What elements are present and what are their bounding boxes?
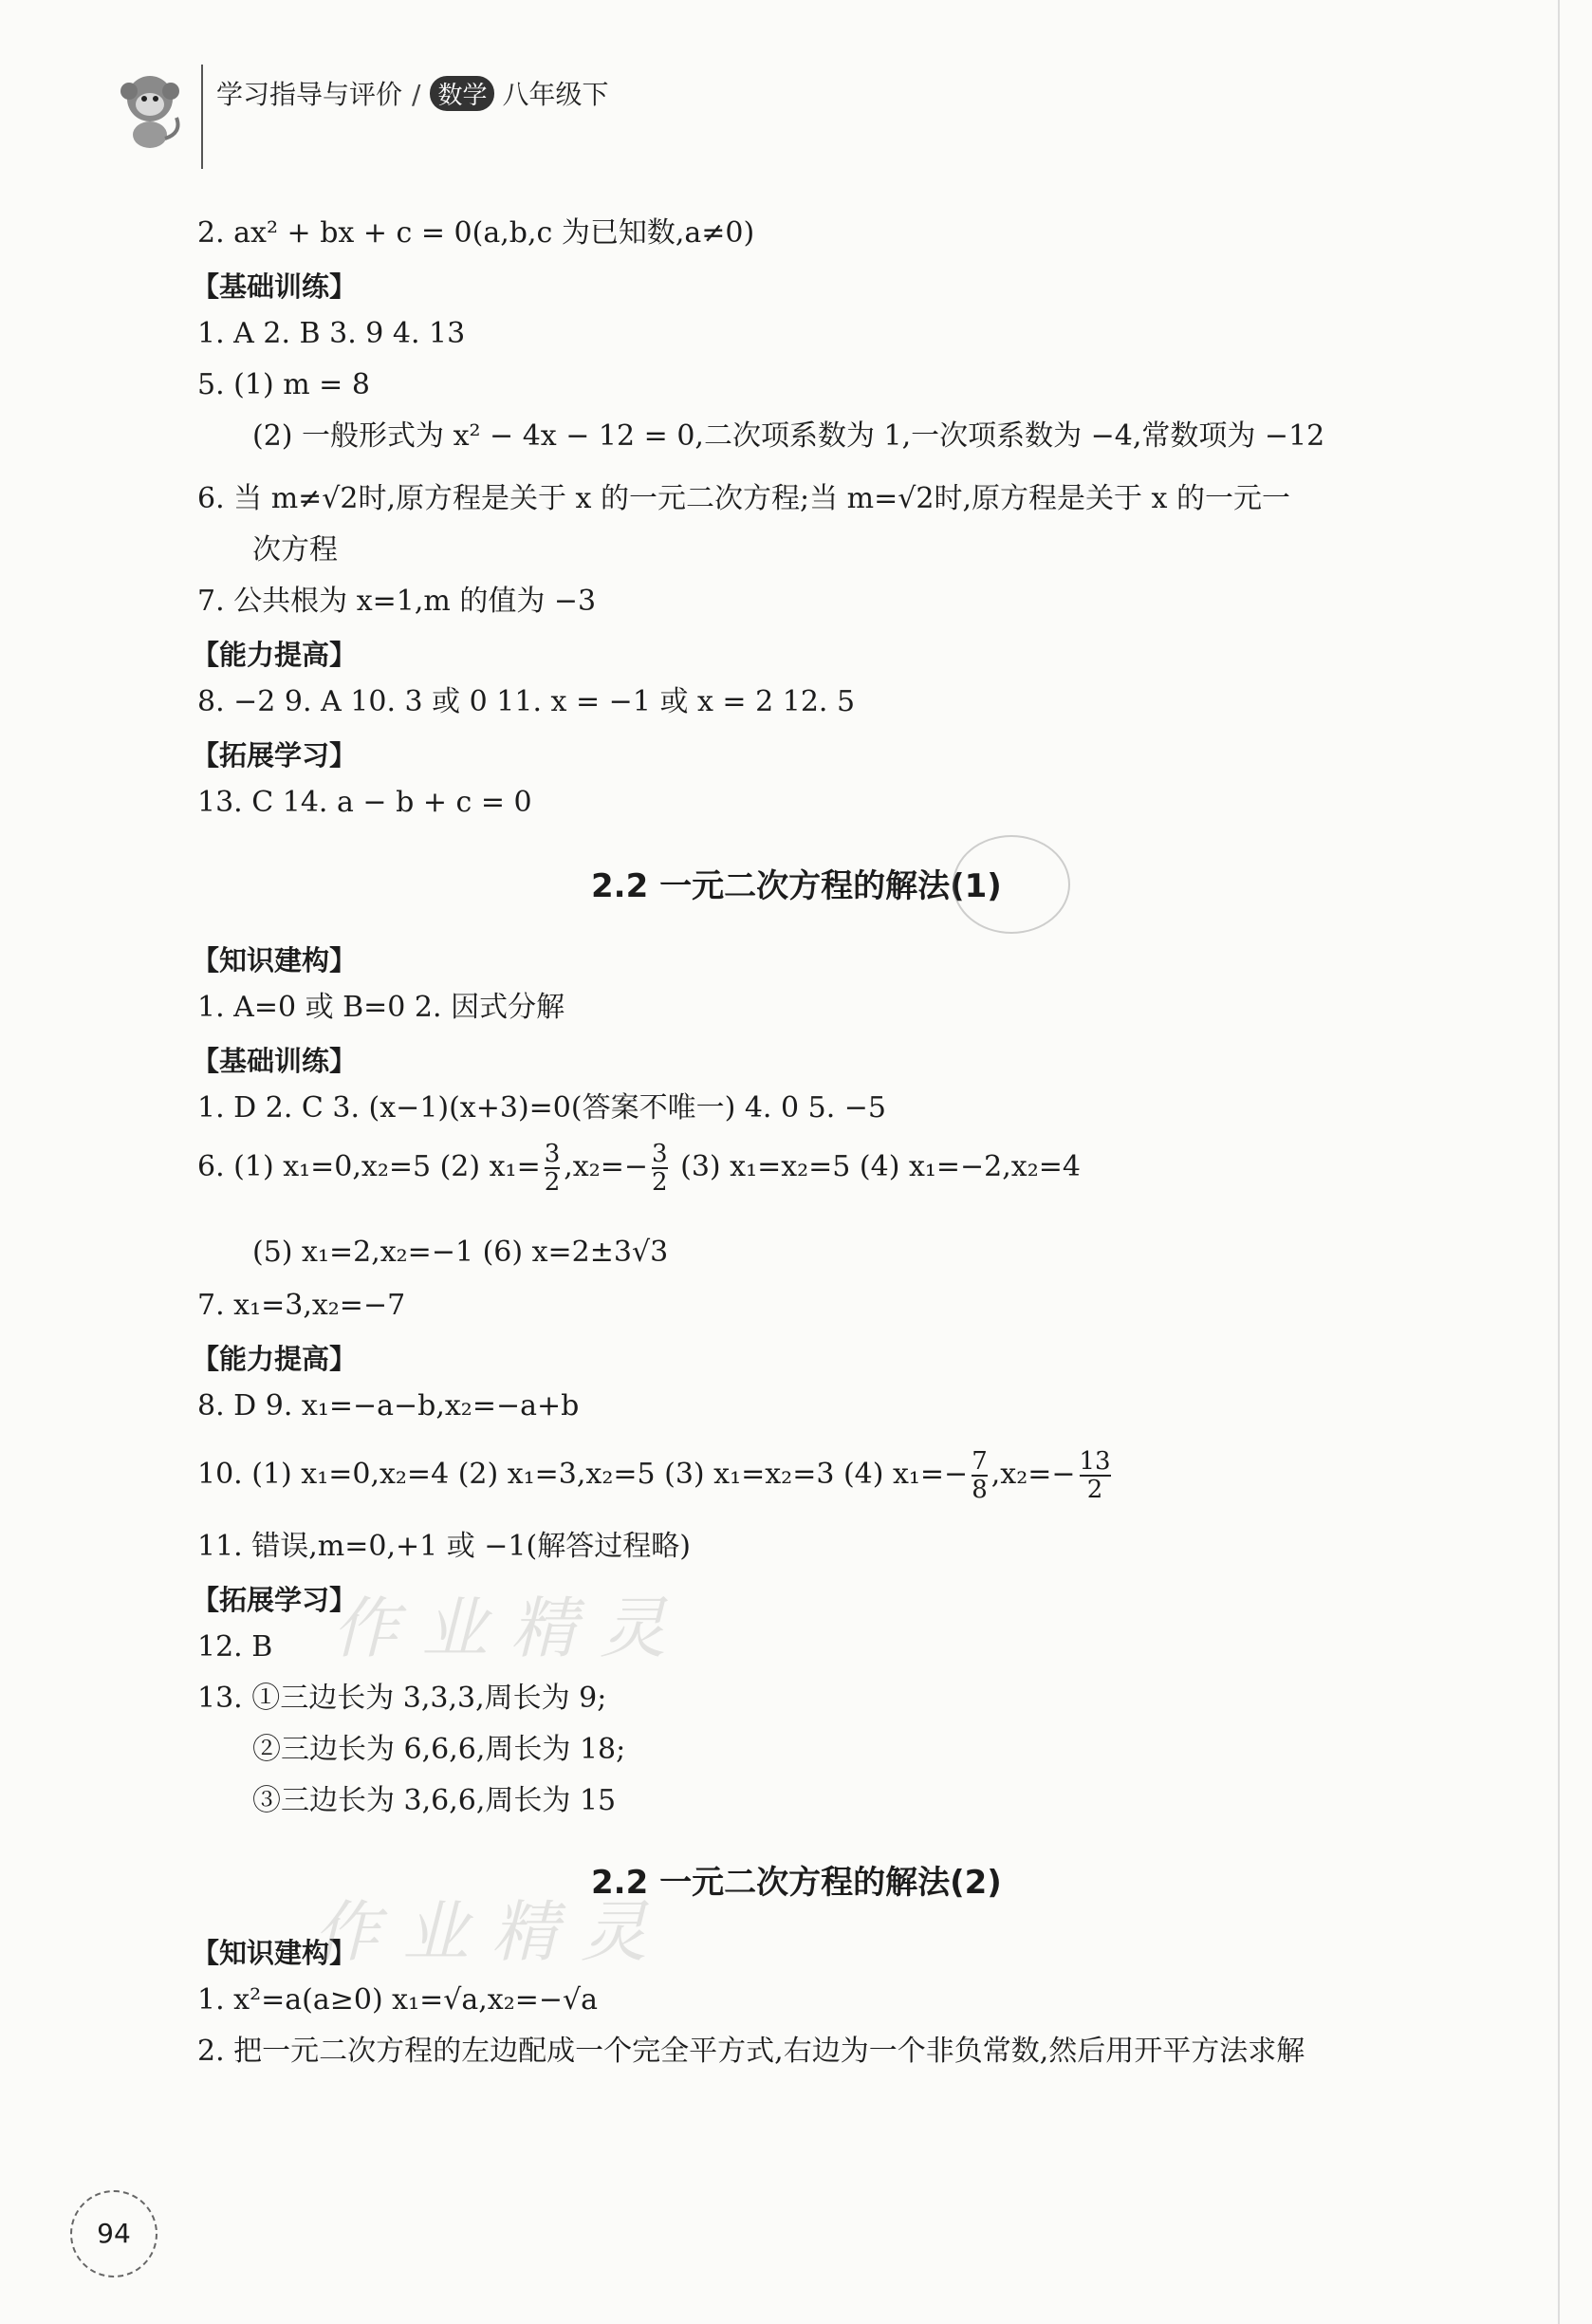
fraction	[545, 1141, 561, 1196]
answer-line: 12. B	[197, 1630, 273, 1664]
answer-line: 13. ①三边长为 3,3,3,周长为 9;	[197, 1682, 607, 1715]
faint-stamp	[953, 835, 1070, 934]
fraction-prefix: 10. (1) x₁=0,x₂=4 (2) x₁=3,x₂=5 (3) x₁=x₂=3 (4) x₁=−	[197, 1458, 969, 1491]
answer-line: 5. (1) m = 8	[197, 368, 370, 401]
answer-line: 1. A 2. B 3. 9 4. 13	[197, 317, 466, 350]
page-number: 94	[70, 2190, 157, 2278]
fraction-denominator: 2	[544, 1168, 561, 1197]
answer-line: 1. x²=a(a≥0) x₁=√a,x₂=−√a	[197, 1983, 599, 2017]
answer-line: 2. ax² + bx + c = 0(a,b,c 为已知数,a≠0)	[197, 216, 755, 250]
section-heading: 【能力提高】	[192, 1343, 358, 1375]
fraction-mid: ,x₂=−	[564, 1150, 649, 1183]
header-slash: /	[412, 79, 421, 110]
section-heading: 【拓展学习】	[192, 1584, 358, 1616]
answer-line: 7. x₁=3,x₂=−7	[197, 1289, 406, 1322]
answer-line: ③三边长为 3,6,6,周长为 15	[252, 1784, 617, 1817]
answer-line-fractions	[197, 1141, 1081, 1196]
fraction-denominator: 2	[652, 1168, 668, 1197]
header-title	[216, 74, 608, 112]
answer-line: 8. −2 9. A 10. 3 或 0 11. x = −1 或 x = 2 12. 5	[197, 685, 856, 718]
fraction-denominator: 8	[972, 1476, 988, 1504]
section-heading: 【拓展学习】	[192, 739, 358, 772]
header-divider	[201, 65, 203, 169]
fraction-numerator: 3	[544, 1140, 561, 1168]
answer-line: (2) 一般形式为 x² − 4x − 12 = 0,二次项系数为 1,一次项系数为 −4,常数项为 −12	[252, 419, 1325, 453]
fraction-denominator: 2	[1080, 1475, 1111, 1503]
answer-line: 7. 公共根为 x=1,m 的值为 −3	[197, 585, 597, 618]
section-heading: 【知识建构】	[192, 944, 358, 976]
answer-line: 13. C 14. a − b + c = 0	[197, 786, 532, 819]
fraction	[652, 1141, 668, 1196]
answer-line: 8. D 9. x₁=−a−b,x₂=−a+b	[197, 1389, 580, 1422]
answer-line: ②三边长为 6,6,6,周长为 18;	[252, 1733, 626, 1766]
answer-line: (5) x₁=2,x₂=−1 (6) x=2±3√3	[252, 1236, 669, 1269]
fraction	[972, 1448, 988, 1503]
fraction-numerator: 3	[652, 1140, 668, 1168]
answer-line: 次方程	[252, 533, 338, 567]
book-title: 学习指导与评价	[216, 79, 403, 110]
answer-line: 1. A=0 或 B=0 2. 因式分解	[197, 991, 565, 1024]
subject-badge: 数学	[430, 76, 494, 111]
fraction-numerator: 7	[972, 1447, 988, 1476]
section-title: 2.2 一元二次方程的解法(2)	[591, 1864, 1002, 1902]
answer-line: 1. D 2. C 3. (x−1)(x+3)=0(答案不唯一) 4. 0 5. −5	[197, 1091, 886, 1125]
fraction-numerator: 13	[1079, 1447, 1111, 1476]
answer-line: 2. 把一元二次方程的左边配成一个完全平方式,右边为一个非负常数,然后用开平方法求解	[197, 2035, 1305, 2068]
grade-label: 八年级下	[502, 79, 609, 110]
answer-line: 11. 错误,m=0,+1 或 −1(解答过程略)	[197, 1530, 691, 1563]
section-heading: 【基础训练】	[192, 270, 358, 303]
fraction-mid: ,x₂=−	[990, 1458, 1076, 1491]
answer-line: 6. 当 m≠√2时,原方程是关于 x 的一元二次方程;当 m=√2时,原方程是关于 x 的一元一	[197, 482, 1290, 515]
section-heading: 【知识建构】	[192, 1937, 358, 1969]
section-heading: 【能力提高】	[192, 639, 358, 671]
fraction	[1080, 1448, 1111, 1503]
fraction-prefix: 6. (1) x₁=0,x₂=5 (2) x₁=	[197, 1150, 541, 1183]
section-title: 2.2 一元二次方程的解法(1)	[591, 867, 1002, 905]
watermark: 作业精灵	[332, 1590, 689, 1667]
fraction-rest: (3) x₁=x₂=5 (4) x₁=−2,x₂=4	[671, 1150, 1081, 1183]
page-edge-rule	[1558, 0, 1560, 2324]
watermark: 作业精灵	[313, 1893, 670, 1971]
answer-line-fractions	[197, 1448, 1115, 1503]
section-heading: 【基础训练】	[192, 1045, 358, 1077]
monkey-mascot-icon	[114, 66, 188, 152]
